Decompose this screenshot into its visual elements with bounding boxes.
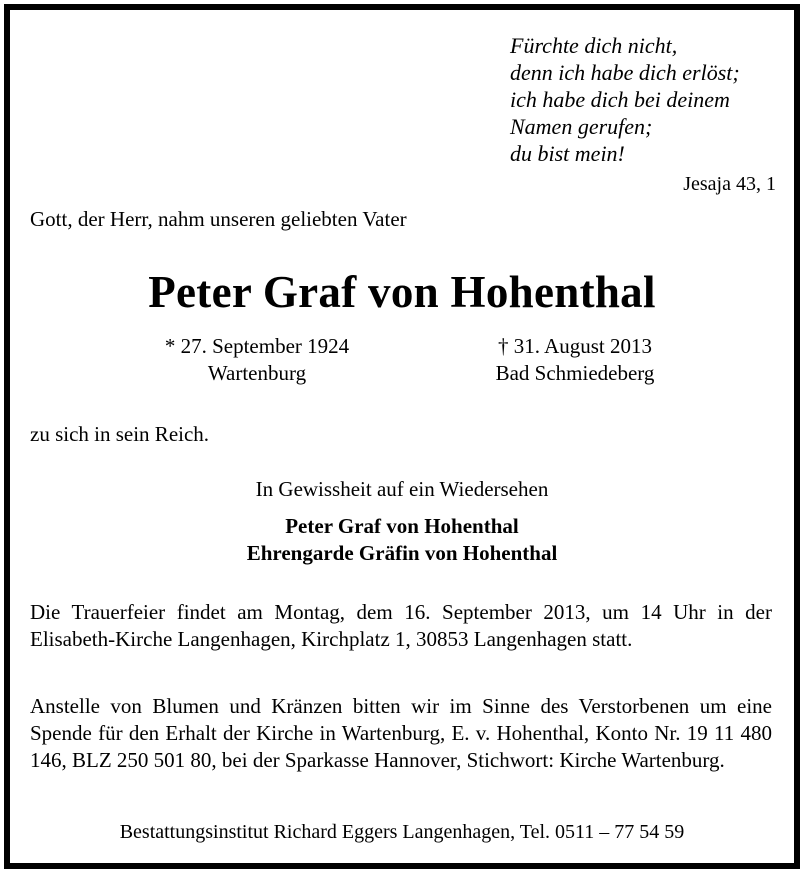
mourner-name: Ehrengarde Gräfin von Hohenthal <box>246 541 558 565</box>
death-date: † 31. August 2013 <box>497 334 652 358</box>
funeral-notice: Die Trauerfeier findet am Montag, dem 16. September 2013, um 14 Uhr in der Elisabeth-Kirche Langenhagen, Kirchplatz 1, 30853 Langenhagen statt. <box>30 600 772 651</box>
mourner-name: Peter Graf von Hohenthal <box>285 514 519 538</box>
donation-notice: Anstelle von Blumen und Kränzen bitten wir im Sinne des Verstorbenen um eine Spende für den Erhalt der Kirche in Wartenburg, E. v. Hohenthal, Konto Nr. 19 11 480 146, BLZ 250 501 80, bei der Sparkasse Hannover, Stichwort: Kirche Wartenburg. <box>30 694 772 772</box>
obituary-card <box>4 4 800 869</box>
bible-verse <box>510 32 740 167</box>
verse-line: Namen gerufen; <box>510 114 653 139</box>
birth-info <box>122 333 392 387</box>
mourners-list <box>10 513 794 567</box>
birth-date: * 27. September 1924 <box>164 334 350 358</box>
birth-place: Wartenburg <box>207 361 307 385</box>
verse-line: denn ich habe dich erlöst; <box>510 60 740 85</box>
closing-phrase: zu sich in sein Reich. <box>30 422 210 446</box>
verse-line: du bist mein! <box>510 141 625 166</box>
hope-line: In Gewissheit auf ein Wiedersehen <box>255 477 549 501</box>
funeral-home-footer: Bestattungsinstitut Richard Eggers Langenhagen, Tel. 0511 – 77 54 59 <box>119 821 685 843</box>
death-place: Bad Schmiedeberg <box>495 361 655 385</box>
verse-line: Fürchte dich nicht, <box>510 33 678 58</box>
deceased-name: Peter Graf von Hohenthal <box>148 267 656 317</box>
death-info <box>460 333 690 387</box>
intro-text: Gott, der Herr, nahm unseren geliebten Vater <box>30 207 407 231</box>
verse-reference: Jesaja 43, 1 <box>683 173 776 195</box>
verse-line: ich habe dich bei deinem <box>510 87 730 112</box>
